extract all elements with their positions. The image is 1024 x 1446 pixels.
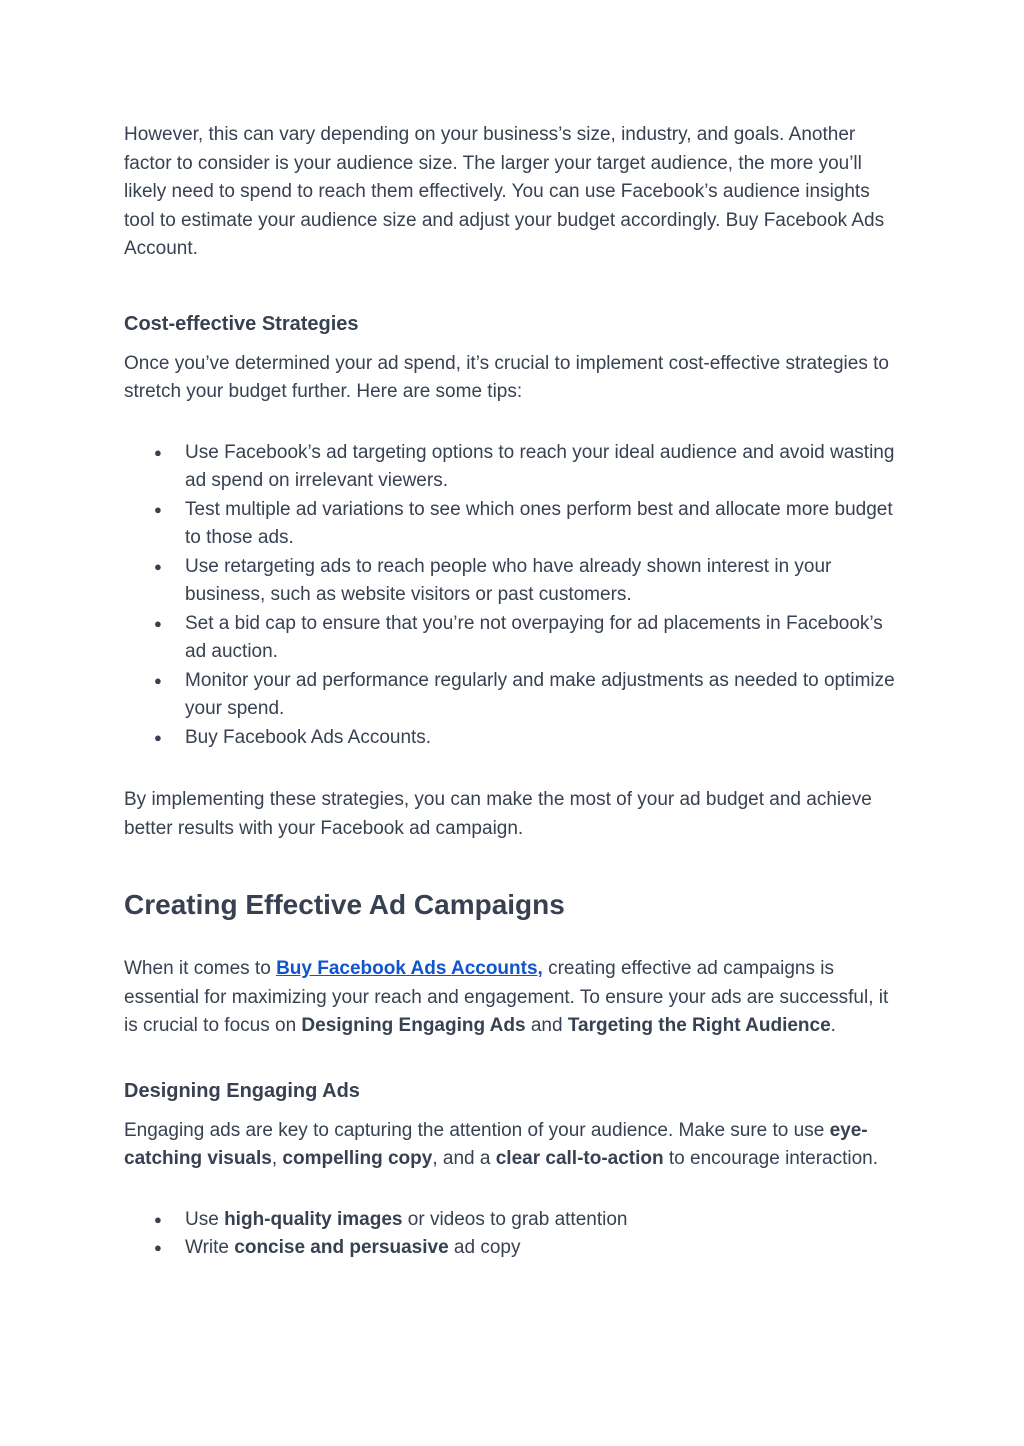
list-item: ● Use Facebook’s ad targeting options to reach your ideal audience and avoid wasting ad spend on irrelevant viewers. <box>185 439 904 496</box>
document-page <box>124 121 904 1263</box>
intro-paragraph: However, this can vary depending on your business’s size, industry, and goals. Another factor to consider is your audience size. The larger your target audience, the more you’ll likely need to spend to reach them effectively. You can use Facebook’s audience insights tool to estimate your audience size and adjust your budget accordingly. Buy Facebook Ads Account. <box>124 124 885 259</box>
designing-paragraph <box>124 1117 904 1174</box>
list-item: ● Test multiple ad variations to see which ones perform best and allocate more budget to those ads. <box>185 496 904 553</box>
campaigns-text-middle: creating effective ad campaigns is essential for maximizing your reach and engagement. To ensure your ads are successful, it is crucial to focus on <box>124 958 889 1036</box>
bullet-post: or videos to grab attention <box>402 1208 628 1230</box>
design-tips-list <box>124 1206 904 1263</box>
designing-sep-1: , <box>271 1148 283 1169</box>
bullet-post: ad copy <box>448 1237 521 1258</box>
bold-eye-catching-visuals: eye-catching visuals <box>124 1119 868 1169</box>
list-item: ● Use retargeting ads to reach people who have already shown interest in your business, such as website visitors or past customers. <box>185 553 904 610</box>
bullet-pre: Write <box>185 1237 235 1258</box>
cost-strategies-intro: Once you’ve determined your ad spend, it’s crucial to implement cost-effective strategies to stretch your budget further. Here are some tips: <box>124 352 889 402</box>
list-item <box>185 1234 904 1263</box>
list-item <box>185 1206 904 1235</box>
tips-list <box>124 439 904 753</box>
bullet-bold: high-quality images <box>224 1208 403 1230</box>
campaigns-paragraph <box>124 955 904 1041</box>
campaigns-text-end: . <box>830 1015 836 1036</box>
cost-strategies-conclusion: By implementing these strategies, you can make the most of your ad budget and achieve better results with your Facebook ad campaign. <box>124 789 872 839</box>
buy-facebook-ads-accounts-link[interactable]: Buy Facebook Ads Accounts, <box>276 958 543 979</box>
campaigns-text-and: and <box>525 1015 568 1036</box>
designing-text-prefix: Engaging ads are key to capturing the attention of your audience. Make sure to use <box>124 1119 830 1141</box>
campaigns-text-prefix: When it comes to <box>124 958 277 979</box>
bold-designing-engaging-ads: Designing Engaging Ads <box>301 1015 526 1036</box>
campaigns-heading: Creating Effective Ad Campaigns <box>124 889 565 920</box>
list-item: ● Set a bid cap to ensure that you’re not overpaying for ad placements in Facebook’s ad auction. <box>185 610 904 667</box>
bold-targeting-right-audience: Targeting the Right Audience <box>567 1015 831 1036</box>
list-item: ● Monitor your ad performance regularly and make adjustments as needed to optimize your spend. <box>185 667 904 724</box>
designing-text-end: to encourage interaction. <box>663 1148 879 1169</box>
bullet-bold: concise and persuasive <box>234 1237 449 1258</box>
bold-clear-call-to-action: clear call-to-action <box>495 1148 664 1169</box>
designing-heading: Designing Engaging Ads <box>124 1079 360 1102</box>
bold-compelling-copy: compelling copy <box>282 1148 433 1169</box>
cost-strategies-heading: Cost-effective Strategies <box>124 312 359 335</box>
bullet-pre: Use <box>185 1208 225 1230</box>
designing-sep-2: , and a <box>432 1148 496 1169</box>
list-item: ● Buy Facebook Ads Accounts. <box>185 724 904 753</box>
